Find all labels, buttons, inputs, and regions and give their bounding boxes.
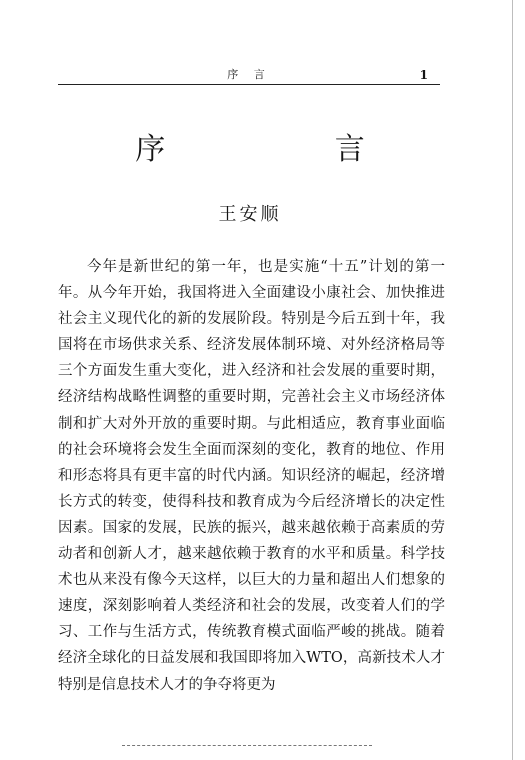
author-name: 王安顺: [218, 204, 282, 225]
bottom-divider: [122, 745, 372, 746]
running-head-title: 序 言: [227, 68, 271, 81]
page-number: 1: [419, 68, 428, 82]
page-edge-line: [512, 0, 513, 760]
page-title: 序 言: [135, 132, 445, 167]
running-head: [58, 68, 440, 85]
body-paragraph: 今年是新世纪的第一年，也是实施“十五”计划的第一年。从今年开始，我国将进入全面建设小康社会、加快推进社会主义现代化的新的发展阶段。特别是今后五到十年，我国将在市场供求关系、经济发展体制环境、对外经济格局等三个方面发生重大变化，进入经济和社会发展的重要时期，经济结构战略性调整的重要时期，完善社会主义市场经济体制和扩大对外开放的重要时期。与此相适应，教育事业面临的社会环境将会发生全面而深刻的变化，教育的地位、作用和形态将具有更丰富的时代内涵。知识经济的崛起，经济增长方式的转变，使得科技和教育成为今后经济增长的决定性因素。国家的发展，民族的振兴，越来越依赖于高素质的劳动者和创新人才，越来越依赖于教育的水平和质量。科学技术也从来没有像今天这样，以巨大的力量和超出人们想象的速度，深刻影响着人类经济和社会的发展，改变着人们的学习、工作与生活方式，传统教育模式面临严峻的挑战。随着经济全球化的日益发展和我国即将加入WTO，高新技术人才特别是信息技术人才的争夺将更为: [58, 259, 445, 693]
